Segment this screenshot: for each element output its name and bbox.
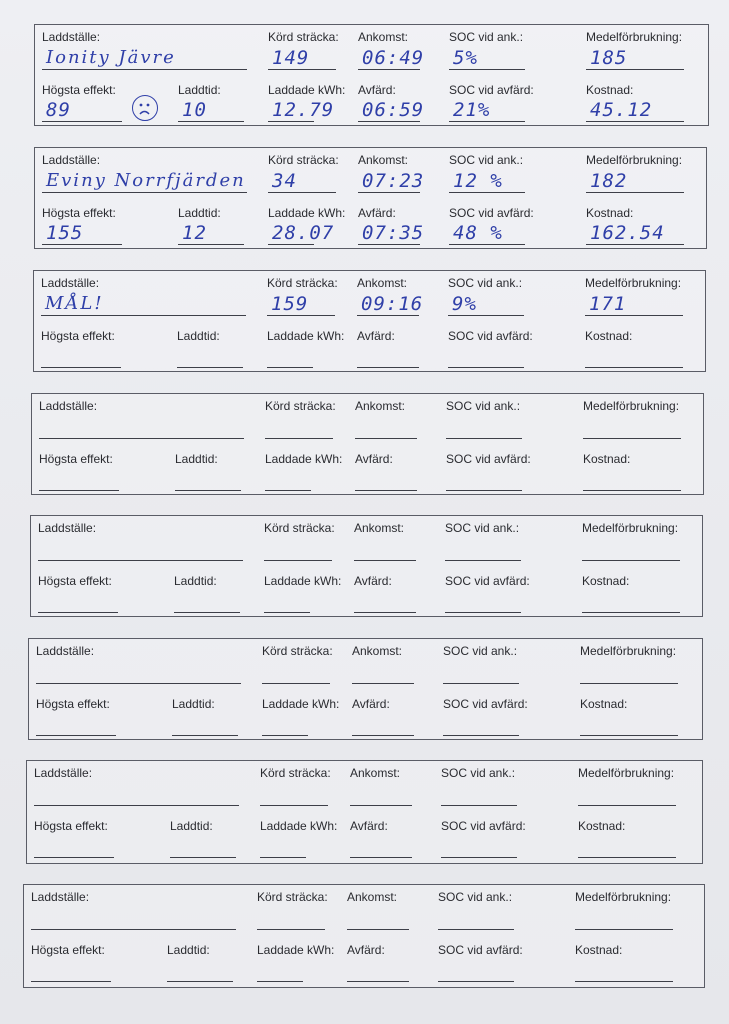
field-label-avg-consumption: Medelförbrukning: xyxy=(585,276,682,290)
field-underline xyxy=(443,735,519,736)
field-underline xyxy=(268,121,314,122)
field-underline xyxy=(354,612,416,613)
field-label-cost: Kostnad: xyxy=(575,943,623,957)
field-underline xyxy=(38,612,118,613)
handwritten-cost: 45.12 xyxy=(590,99,653,121)
field-underline xyxy=(172,735,238,736)
field-label-soc-departure: SOC vid avfärd: xyxy=(438,943,523,957)
handwritten-distance: 159 xyxy=(271,293,309,315)
field-label-max-power: Högsta effekt: xyxy=(39,452,113,466)
handwritten-distance: 149 xyxy=(272,47,310,69)
handwritten-soc-departure: 48 % xyxy=(453,222,503,244)
field-underline xyxy=(31,981,111,982)
field-underline xyxy=(449,244,525,245)
field-label-charge-time: Laddtid: xyxy=(170,819,213,833)
charging-entry-card xyxy=(34,24,709,126)
field-underline xyxy=(583,490,681,491)
field-underline xyxy=(582,560,680,561)
field-label-departure: Avfärd: xyxy=(350,819,388,833)
field-underline xyxy=(358,69,420,70)
field-underline xyxy=(260,805,328,806)
field-label-soc-arrival: SOC vid ank.: xyxy=(445,521,520,535)
field-underline xyxy=(268,69,336,70)
field-label-charge-time: Laddtid: xyxy=(178,83,221,97)
field-label-cost: Kostnad: xyxy=(578,819,626,833)
field-label-soc-arrival: SOC vid ank.: xyxy=(438,890,513,904)
handwritten-avg-consumption: 171 xyxy=(589,293,627,315)
field-label-avg-consumption: Medelförbrukning: xyxy=(583,399,680,413)
handwritten-charged-kwh: 12.79 xyxy=(272,99,335,121)
handwritten-departure: 07:35 xyxy=(362,222,425,244)
field-label-cost: Kostnad: xyxy=(585,329,633,343)
field-underline xyxy=(34,857,114,858)
handwritten-charged-kwh: 28.07 xyxy=(272,222,335,244)
field-underline xyxy=(582,612,680,613)
field-label-avg-consumption: Medelförbrukning: xyxy=(586,153,683,167)
field-underline xyxy=(443,683,519,684)
charging-entry-card xyxy=(30,515,703,617)
field-underline xyxy=(31,929,236,930)
charging-entry-card xyxy=(23,884,705,988)
field-underline xyxy=(357,367,419,368)
field-label-soc-departure: SOC vid avfärd: xyxy=(441,819,526,833)
handwritten-location: MÅL! xyxy=(45,293,104,314)
field-underline xyxy=(267,367,313,368)
field-label-arrival: Ankomst: xyxy=(354,521,405,535)
field-label-max-power: Högsta effekt: xyxy=(34,819,108,833)
field-label-soc-arrival: SOC vid ank.: xyxy=(446,399,521,413)
field-label-soc-arrival: SOC vid ank.: xyxy=(448,276,523,290)
handwritten-avg-consumption: 182 xyxy=(590,170,628,192)
field-label-charged-kwh: Laddade kWh: xyxy=(264,574,342,588)
field-label-avg-consumption: Medelförbrukning: xyxy=(586,30,683,44)
field-underline xyxy=(586,244,684,245)
field-label-charged-kwh: Laddade kWh: xyxy=(257,943,335,957)
field-underline xyxy=(580,735,678,736)
handwritten-distance: 34 xyxy=(272,170,297,192)
field-label-arrival: Ankomst: xyxy=(355,399,406,413)
field-underline xyxy=(448,315,524,316)
field-underline xyxy=(583,438,681,439)
field-label-soc-departure: SOC vid avfärd: xyxy=(449,83,534,97)
field-underline xyxy=(355,438,417,439)
field-label-avg-consumption: Medelförbrukning: xyxy=(580,644,677,658)
field-label-arrival: Ankomst: xyxy=(357,276,408,290)
field-underline xyxy=(585,315,683,316)
field-underline xyxy=(350,805,412,806)
field-label-charged-kwh: Laddade kWh: xyxy=(268,83,346,97)
field-underline xyxy=(350,857,412,858)
handwritten-charge-time: 12 xyxy=(182,222,207,244)
field-label-location: Laddställe: xyxy=(42,30,101,44)
handwritten-arrival: 09:16 xyxy=(361,293,424,315)
field-label-soc-arrival: SOC vid ank.: xyxy=(449,30,524,44)
field-label-distance: Körd sträcka: xyxy=(260,766,331,780)
charging-entry-card xyxy=(33,270,706,372)
field-label-soc-departure: SOC vid avfärd: xyxy=(446,452,531,466)
field-underline xyxy=(41,367,121,368)
field-underline xyxy=(267,315,335,316)
field-underline xyxy=(42,244,122,245)
field-underline xyxy=(38,560,243,561)
field-label-charge-time: Laddtid: xyxy=(177,329,220,343)
field-underline xyxy=(358,244,420,245)
field-underline xyxy=(449,192,525,193)
handwritten-cost: 162.54 xyxy=(590,222,665,244)
field-underline xyxy=(257,929,325,930)
field-label-distance: Körd sträcka: xyxy=(257,890,328,904)
handwritten-location: Eviny Norrfjärden xyxy=(46,170,246,191)
field-label-charge-time: Laddtid: xyxy=(174,574,217,588)
handwritten-max-power: 89 xyxy=(46,99,71,121)
field-underline xyxy=(580,683,678,684)
field-underline xyxy=(446,490,522,491)
field-underline xyxy=(441,857,517,858)
field-label-arrival: Ankomst: xyxy=(347,890,398,904)
field-underline xyxy=(357,315,419,316)
field-label-charged-kwh: Laddade kWh: xyxy=(260,819,338,833)
field-underline xyxy=(586,192,684,193)
field-underline xyxy=(268,244,314,245)
field-label-charged-kwh: Laddade kWh: xyxy=(262,697,340,711)
field-underline xyxy=(167,981,233,982)
field-underline xyxy=(264,612,310,613)
field-label-distance: Körd sträcka: xyxy=(264,521,335,535)
field-label-charge-time: Laddtid: xyxy=(178,206,221,220)
field-underline xyxy=(36,683,241,684)
field-underline xyxy=(586,121,684,122)
field-underline xyxy=(178,244,244,245)
field-label-location: Laddställe: xyxy=(39,399,98,413)
charging-entry-card xyxy=(26,760,703,864)
field-label-arrival: Ankomst: xyxy=(358,30,409,44)
field-underline xyxy=(585,367,683,368)
field-label-cost: Kostnad: xyxy=(580,697,628,711)
handwritten-avg-consumption: 185 xyxy=(590,47,628,69)
field-label-cost: Kostnad: xyxy=(586,83,634,97)
charging-entry-card xyxy=(28,638,703,740)
field-underline xyxy=(578,805,676,806)
field-underline xyxy=(586,69,684,70)
handwritten-departure: 06:59 xyxy=(362,99,425,121)
field-label-soc-arrival: SOC vid ank.: xyxy=(441,766,516,780)
field-label-soc-departure: SOC vid avfärd: xyxy=(445,574,530,588)
field-underline xyxy=(34,805,239,806)
field-underline xyxy=(265,438,333,439)
field-label-cost: Kostnad: xyxy=(586,206,634,220)
field-label-distance: Körd sträcka: xyxy=(268,30,339,44)
field-label-cost: Kostnad: xyxy=(582,574,630,588)
field-label-distance: Körd sträcka: xyxy=(268,153,339,167)
field-label-departure: Avfärd: xyxy=(352,697,390,711)
field-label-charged-kwh: Laddade kWh: xyxy=(267,329,345,343)
field-label-soc-arrival: SOC vid ank.: xyxy=(443,644,518,658)
field-underline xyxy=(449,121,525,122)
field-label-max-power: Högsta effekt: xyxy=(41,329,115,343)
field-underline xyxy=(355,490,417,491)
field-label-soc-departure: SOC vid avfärd: xyxy=(449,206,534,220)
charging-entry-card xyxy=(31,393,704,495)
field-label-avg-consumption: Medelförbrukning: xyxy=(582,521,679,535)
field-underline xyxy=(578,857,676,858)
field-label-charged-kwh: Laddade kWh: xyxy=(268,206,346,220)
field-underline xyxy=(445,612,521,613)
field-label-charge-time: Laddtid: xyxy=(167,943,210,957)
field-underline xyxy=(174,612,240,613)
field-underline xyxy=(178,121,244,122)
field-underline xyxy=(575,929,673,930)
field-label-arrival: Ankomst: xyxy=(352,644,403,658)
field-underline xyxy=(358,192,420,193)
field-label-departure: Avfärd: xyxy=(358,83,396,97)
field-underline xyxy=(347,929,409,930)
field-label-charge-time: Laddtid: xyxy=(175,452,218,466)
handwritten-soc-arrival: 9% xyxy=(452,293,477,315)
field-label-location: Laddställe: xyxy=(31,890,90,904)
field-underline xyxy=(39,438,244,439)
field-label-cost: Kostnad: xyxy=(583,452,631,466)
field-label-departure: Avfärd: xyxy=(347,943,385,957)
field-underline xyxy=(265,490,311,491)
field-label-location: Laddställe: xyxy=(42,153,101,167)
field-label-avg-consumption: Medelförbrukning: xyxy=(578,766,675,780)
field-underline xyxy=(352,735,414,736)
field-label-location: Laddställe: xyxy=(38,521,97,535)
field-underline xyxy=(354,560,416,561)
field-label-departure: Avfärd: xyxy=(355,452,393,466)
field-label-arrival: Ankomst: xyxy=(350,766,401,780)
field-underline xyxy=(264,560,332,561)
field-underline xyxy=(41,315,246,316)
field-label-charge-time: Laddtid: xyxy=(172,697,215,711)
field-underline xyxy=(441,805,517,806)
handwritten-arrival: 07:23 xyxy=(362,170,425,192)
handwritten-soc-departure: 21% xyxy=(453,99,491,121)
field-underline xyxy=(260,857,306,858)
field-label-departure: Avfärd: xyxy=(357,329,395,343)
field-label-arrival: Ankomst: xyxy=(358,153,409,167)
field-underline xyxy=(448,367,524,368)
field-label-soc-arrival: SOC vid ank.: xyxy=(449,153,524,167)
field-underline xyxy=(358,121,420,122)
field-label-max-power: Högsta effekt: xyxy=(42,206,116,220)
field-label-soc-departure: SOC vid avfärd: xyxy=(448,329,533,343)
handwritten-location: Ionity Jävre xyxy=(46,47,176,68)
field-label-location: Laddställe: xyxy=(34,766,93,780)
field-label-soc-departure: SOC vid avfärd: xyxy=(443,697,528,711)
field-underline xyxy=(347,981,409,982)
handwritten-soc-arrival: 12 % xyxy=(453,170,503,192)
field-label-distance: Körd sträcka: xyxy=(262,644,333,658)
handwritten-arrival: 06:49 xyxy=(362,47,425,69)
field-underline xyxy=(352,683,414,684)
field-underline xyxy=(438,981,514,982)
field-underline xyxy=(175,490,241,491)
field-label-location: Laddställe: xyxy=(41,276,100,290)
field-underline xyxy=(445,560,521,561)
field-label-distance: Körd sträcka: xyxy=(265,399,336,413)
field-underline xyxy=(449,69,525,70)
handwritten-max-power: 155 xyxy=(46,222,84,244)
field-underline xyxy=(42,69,247,70)
handwritten-charge-time: 10 xyxy=(182,99,207,121)
field-label-max-power: Högsta effekt: xyxy=(38,574,112,588)
field-underline xyxy=(268,192,336,193)
field-label-departure: Avfärd: xyxy=(354,574,392,588)
handwritten-soc-arrival: 5% xyxy=(453,47,478,69)
sad-face-icon xyxy=(132,95,158,121)
field-underline xyxy=(170,857,236,858)
field-underline xyxy=(262,683,330,684)
field-underline xyxy=(42,192,247,193)
charging-entry-card xyxy=(34,147,707,249)
field-label-avg-consumption: Medelförbrukning: xyxy=(575,890,672,904)
field-label-max-power: Högsta effekt: xyxy=(36,697,110,711)
field-underline xyxy=(42,121,122,122)
field-label-distance: Körd sträcka: xyxy=(267,276,338,290)
field-underline xyxy=(438,929,514,930)
field-underline xyxy=(446,438,522,439)
field-underline xyxy=(39,490,119,491)
field-underline xyxy=(257,981,303,982)
field-underline xyxy=(262,735,308,736)
field-label-max-power: Högsta effekt: xyxy=(42,83,116,97)
field-underline xyxy=(36,735,116,736)
field-label-max-power: Högsta effekt: xyxy=(31,943,105,957)
field-label-location: Laddställe: xyxy=(36,644,95,658)
field-label-departure: Avfärd: xyxy=(358,206,396,220)
field-underline xyxy=(177,367,243,368)
field-label-charged-kwh: Laddade kWh: xyxy=(265,452,343,466)
field-underline xyxy=(575,981,673,982)
